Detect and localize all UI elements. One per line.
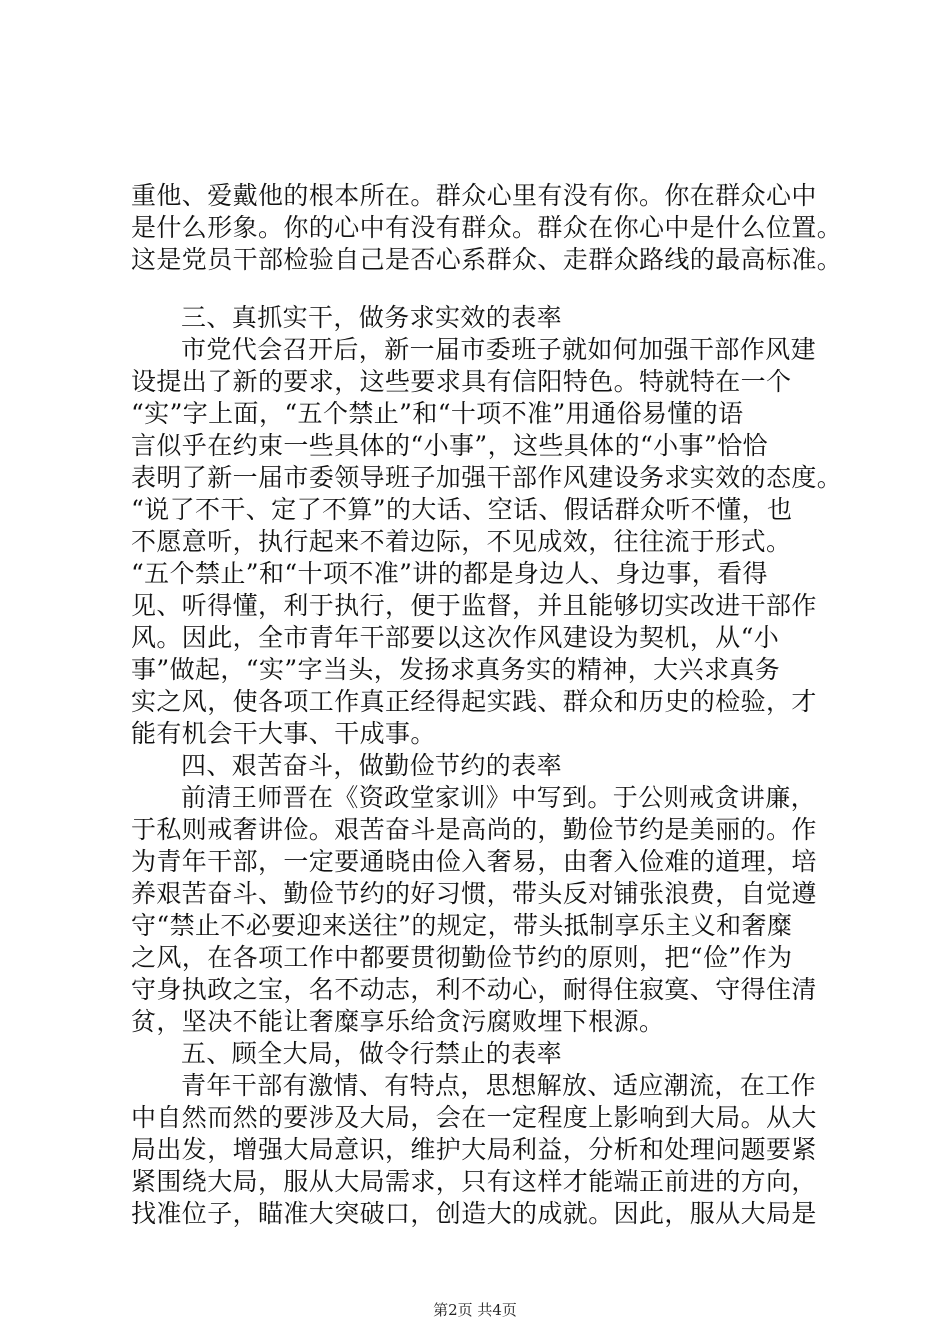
text-line: 市党代会召开后，新一届市委班子就如何加强干部作风建 bbox=[181, 335, 817, 364]
text-line: 找准位子，瞄准大突破口，创造大的成就。因此，服从大局是 bbox=[131, 1199, 817, 1228]
text-line: 实之风，使各项工作真正经得起实践、群众和历史的检验，才 bbox=[131, 687, 817, 716]
page-number: 第2页 共4页 bbox=[433, 1301, 517, 1319]
section-heading: 三、真抓实干，做务求实效的表率 bbox=[181, 303, 563, 332]
text-line: 前清王师晋在《资政堂家训》中写到。于公则戒贪讲廉， bbox=[181, 783, 817, 812]
text-line: 这是党员干部检验自己是否心系群众、走群众路线的最高标准。 bbox=[131, 245, 843, 274]
text-line: 是什么形象。你的心中有没有群众。群众在你心中是什么位置。 bbox=[131, 213, 843, 242]
text-line: 局出发，增强大局意识，维护大局利益，分析和处理问题要紧 bbox=[131, 1135, 817, 1164]
text-line: 表明了新一届市委领导班子加强干部作风建设务求实效的态度。 bbox=[131, 463, 843, 492]
text-line: “实”字上面，“五个禁止”和“十项不准”用通俗易懂的语 bbox=[131, 399, 744, 428]
text-line: 重他、爱戴他的根本所在。群众心里有没有你。你在群众心中 bbox=[131, 181, 817, 210]
text-line: 中自然而然的要涉及大局，会在一定程度上影响到大局。从大 bbox=[131, 1103, 817, 1132]
text-line: 之风，在各项工作中都要贯彻勤俭节约的原则，把“俭”作为 bbox=[131, 943, 793, 972]
section-heading: 五、顾全大局，做令行禁止的表率 bbox=[181, 1039, 563, 1068]
text-line: “说了不干、定了不算”的大话、空话、假话群众听不懂，也 bbox=[131, 495, 793, 524]
text-line: 事”做起，“实”字当头，发扬求真务实的精神，大兴求真务 bbox=[131, 655, 781, 684]
text-line: 不愿意听，执行起来不着边际，不见成效，往往流于形式。 bbox=[131, 527, 792, 556]
text-line: 守“禁止不必要迎来送往”的规定，带头抵制享乐主义和奢糜 bbox=[131, 911, 793, 940]
text-line: 为青年干部，一定要通晓由俭入奢易，由奢入俭难的道理，培 bbox=[131, 847, 817, 876]
text-line: 守身执政之宝，名不动志，利不动心，耐得住寂寞、守得住清 bbox=[131, 975, 817, 1004]
text-line: 能有机会干大事、干成事。 bbox=[131, 719, 436, 748]
text-line: 紧围绕大局，服从大局需求，只有这样才能端正前进的方向， bbox=[131, 1167, 817, 1196]
text-line: 风。因此，全市青年干部要以这次作风建设为契机，从“小 bbox=[131, 623, 780, 652]
text-line: 养艰苦奋斗、勤俭节约的好习惯，带头反对铺张浪费，自觉遵 bbox=[131, 879, 817, 908]
text-line: 青年干部有激情、有特点，思想解放、适应潮流，在工作 bbox=[181, 1071, 817, 1100]
text-line: 设提出了新的要求，这些要求具有信阳特色。特就特在一个 bbox=[131, 367, 792, 396]
text-line: 于私则戒奢讲俭。艰苦奋斗是高尚的，勤俭节约是美丽的。作 bbox=[131, 815, 817, 844]
text-line: 言似乎在约束一些具体的“小事”，这些具体的“小事”恰恰 bbox=[131, 431, 768, 460]
text-line: “五个禁止”和“十项不准”讲的都是身边人、身边事，看得 bbox=[131, 559, 768, 588]
text-line: 贫，坚决不能让奢糜享乐给贪污腐败埋下根源。 bbox=[131, 1007, 665, 1036]
section-heading: 四、艰苦奋斗，做勤俭节约的表率 bbox=[181, 751, 563, 780]
text-line: 见、听得懂，利于执行，便于监督，并且能够切实改进干部作 bbox=[131, 591, 817, 620]
